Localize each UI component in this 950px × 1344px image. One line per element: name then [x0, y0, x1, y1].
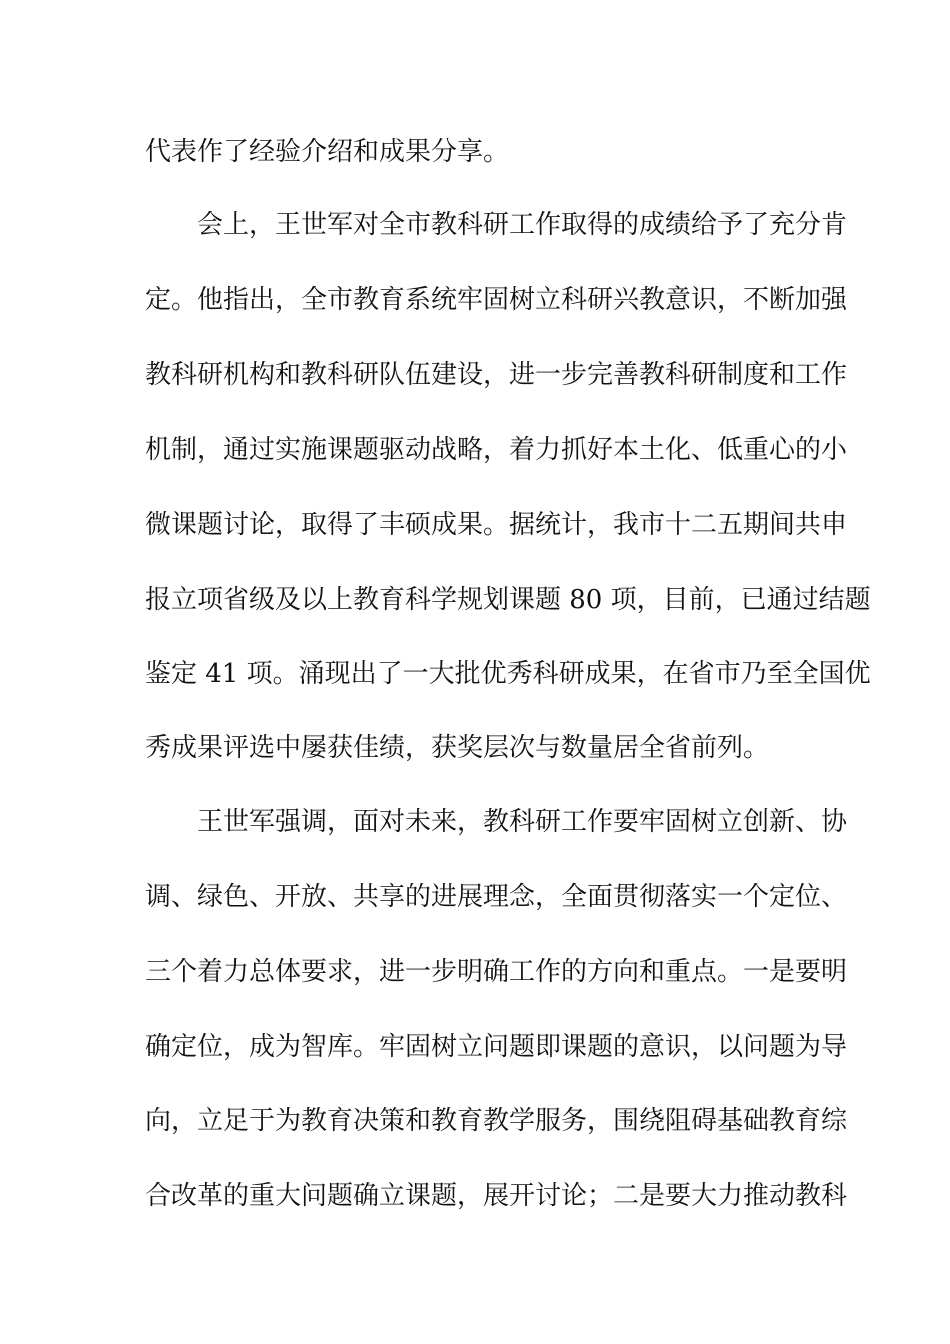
text-line-6: 微课题讨论，取得了丰硕成果。据统计，我市十二五期间共申: [145, 510, 848, 540]
text-line-11: 调、绿色、开放、共享的进展理念，全面贯彻落实一个定位、: [145, 882, 848, 912]
text-line-13: 确定位，成为智库。牢固树立问题即课题的意识，以问题为导: [145, 1032, 848, 1062]
text-line-9: 秀成果评选中屡获佳绩，获奖层次与数量居全省前列。: [145, 733, 770, 763]
text-line-12: 三个着力总体要求，进一步明确工作的方向和重点。一是要明: [145, 957, 848, 987]
text-line-1: 代表作了经验介绍和成果分享。: [145, 137, 510, 167]
text-line-2: 会上，王世军对全市教科研工作取得的成绩给予了充分肯: [197, 210, 848, 240]
text-line-8: 鉴定 41 项。涌现出了一大批优秀科研成果，在省市乃至全国优: [145, 659, 871, 689]
text-line-5: 机制，通过实施课题驱动战略，着力抓好本土化、低重心的小: [145, 435, 848, 465]
text-line-15: 合改革的重大问题确立课题，展开讨论；二是要大力推动教科: [145, 1181, 848, 1211]
text-line-14: 向，立足于为教育决策和教育教学服务，围绕阻碍基础教育综: [145, 1106, 848, 1136]
text-line-3: 定。他指出，全市教育系统牢固树立科研兴教意识，不断加强: [145, 285, 848, 315]
text-line-7: 报立项省级及以上教育科学规划课题 80 项，目前，已通过结题: [145, 585, 871, 615]
text-line-4: 教科研机构和教科研队伍建设，进一步完善教科研制度和工作: [145, 360, 848, 390]
text-line-10: 王世军强调，面对未来，教科研工作要牢固树立创新、协: [197, 807, 848, 837]
